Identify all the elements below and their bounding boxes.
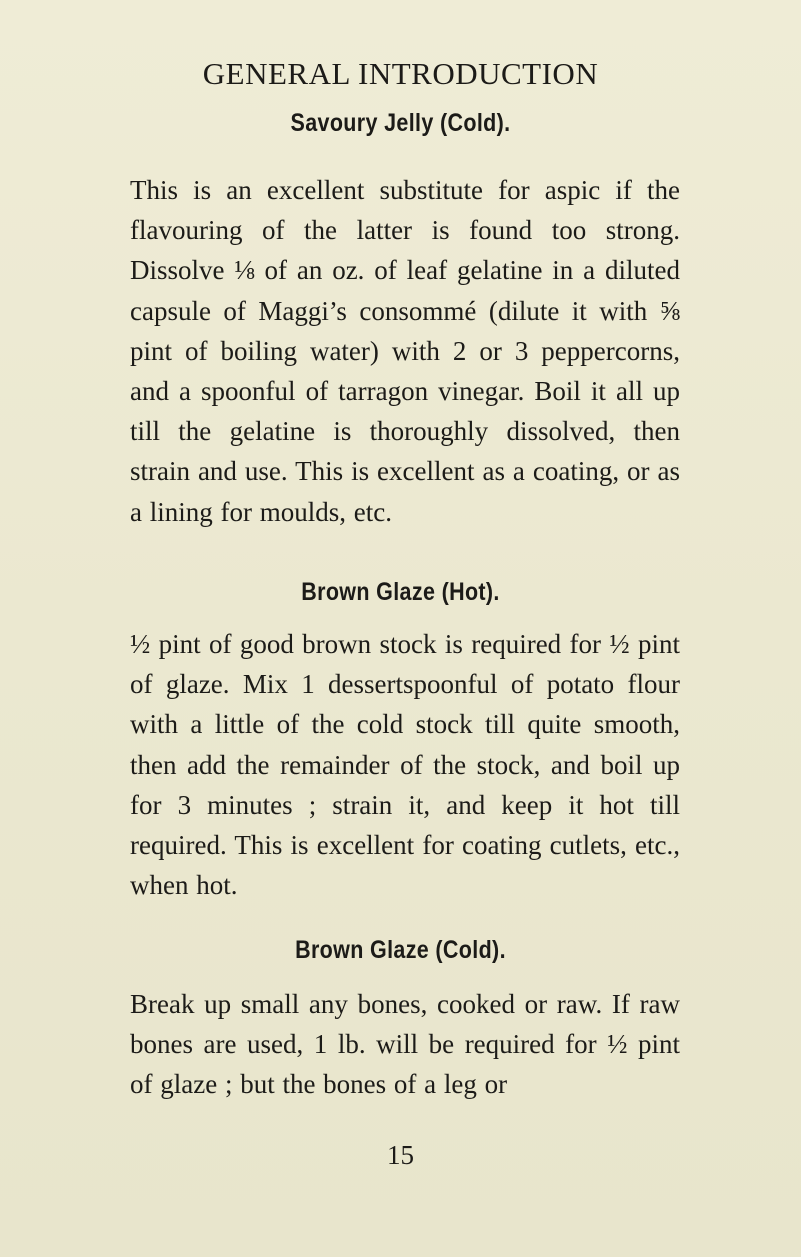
section-title-brown-glaze-cold: Brown Glaze (Cold). [295, 936, 506, 964]
section-title-brown-glaze-hot: Brown Glaze (Hot). [301, 578, 500, 606]
running-head: GENERAL INTRODUCTION [202, 56, 599, 91]
paragraph-brown-glaze-hot: ½ pint of good brown stock is required for ½ pint of glaze. Mix 1 dessertspoonful of potato flour with a little of the cold stock till quite smooth, then add the remainder of the stock, and boil up for 3 minutes ; strain it, and keep it hot till required. This is excellent for coating cutlets, etc., when hot. [130, 629, 680, 901]
section-title-savoury-jelly: Savoury Jelly (Cold). [290, 109, 511, 137]
paragraph-savoury-jelly: This is an excellent substitute for aspic if the flavouring of the latter is found too strong. Dissolve ⅛ of an oz. of leaf gelatine in a diluted capsule of Maggi’s consommé (dilute it with ⅝ pint of boiling water) with 2 or 3 peppercorns, and a spoonful of tarragon vinegar. Boil it all up till the gelatine is thoroughly dissolved, then strain and use. This is excellent as a coating, or as a lining for moulds, etc. [130, 175, 680, 527]
page-number: 15 [387, 1140, 414, 1170]
paragraph-brown-glaze-cold: Break up small any bones, cooked or raw. If raw bones are used, 1 lb. will be required for ½ pint of glaze ; but the bones of a leg or [130, 989, 680, 1100]
